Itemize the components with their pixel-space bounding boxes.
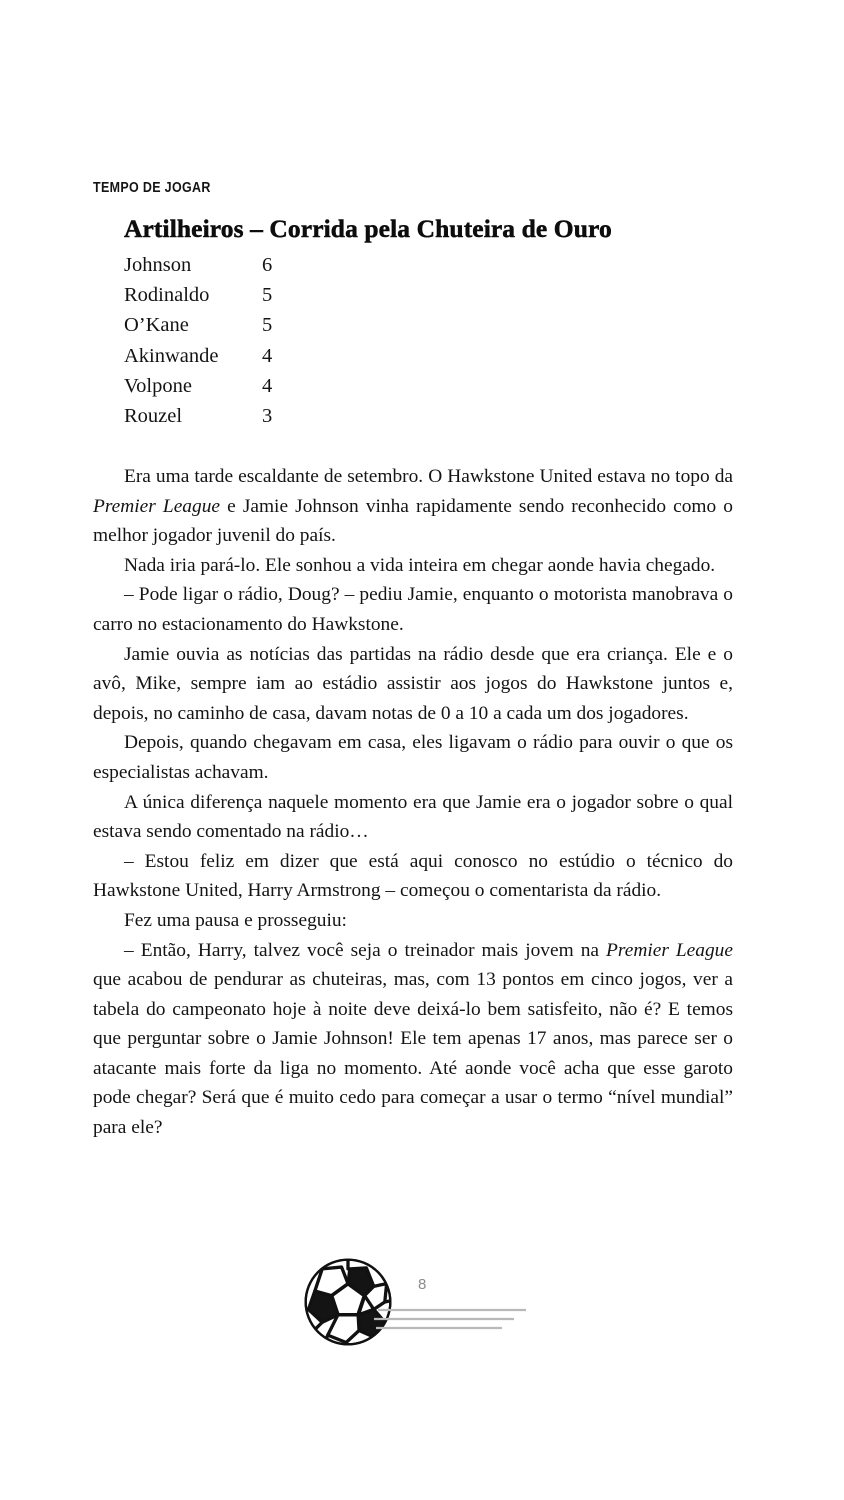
- scorer-goals: 3: [262, 405, 273, 428]
- scorer-goals: 5: [262, 284, 273, 307]
- scorer-name: Rodinaldo: [124, 284, 210, 307]
- scorer-name: Rouzel: [124, 405, 183, 428]
- paragraph-1-part-b: e Jamie Johnson vinha rapidamente sendo reconhecido como o melhor jogador juvenil do país.: [93, 495, 733, 547]
- page-number: 8: [418, 1276, 427, 1293]
- italic-premier-league: Premier League: [93, 495, 221, 517]
- scorer-goals: 5: [262, 314, 273, 337]
- paragraph-9-part-b: que acabou de pendurar as chuteiras, mas, com 13 pontos em cinco jogos, ver a tabela do campeonato hoje à noite deve deixá-lo bem satisfeito, não é? E temos que perguntar sobre o Jamie Johnson! Ele tem apenas 17 anos, mas parece ser o atacante mais forte da liga no momento. Até aonde você acha que esse garoto pode chegar? Será que é muito cedo para começar a usar o termo “nível mundial” para ele?: [93, 969, 733, 1139]
- scorer-name: Johnson: [124, 254, 192, 277]
- table-row: [124, 310, 302, 340]
- paragraph-8: Fez uma pausa e prosseguiu:: [124, 909, 347, 931]
- scorer-goals: 6: [262, 254, 273, 277]
- scorer-goals: 4: [262, 374, 273, 397]
- speed-lines-icon: [374, 1304, 544, 1344]
- paragraph-2: Nada iria pará-lo. Ele sonhou a vida inteira em chegar aonde havia chegado.: [124, 554, 716, 576]
- paragraph-1: [93, 462, 733, 551]
- paragraph-1-part-a: Era uma tarde escaldante de setembro. O Hawkstone United estava no topo da: [124, 466, 733, 487]
- italic-premier-league: Premier League: [606, 939, 733, 961]
- footer-ornament: [302, 1252, 542, 1362]
- scorer-goals: 4: [262, 344, 273, 367]
- body-text: [93, 462, 733, 1143]
- table-row: [124, 280, 302, 310]
- table-row: [124, 371, 302, 401]
- scorer-name: O’Kane: [124, 314, 189, 337]
- paragraph-6: A única diferença naquele momento era que Jamie era o jogador sobre o qual estava sendo comentado na rádio…: [93, 791, 733, 843]
- paragraph-9-part-a: – Então, Harry, talvez você seja o treinador mais jovem na: [124, 939, 607, 961]
- scorers-table: [124, 250, 302, 431]
- paragraph-4: Jamie ouvia as notícias das partidas na rádio desde que era criança. Ele e o avô, Mike, sempre iam ao estádio assistir aos jogos do Hawkstone juntos e, depois, no caminho de casa, davam notas de 0 a 10 a cada um dos jogadores.: [93, 643, 733, 724]
- paragraph-9-dialogue: [93, 936, 733, 1143]
- table-row: [124, 401, 302, 431]
- scorer-name: Akinwande: [124, 344, 219, 367]
- scorers-title: Artilheiros – Corrida pela Chuteira de Ouro: [124, 214, 612, 243]
- running-head: TEMPO DE JOGAR: [93, 180, 211, 196]
- top-scorers-block: [124, 214, 736, 431]
- paragraph-5: Depois, quando chegavam em casa, eles ligavam o rádio para ouvir o que os especialistas achavam.: [93, 732, 733, 783]
- table-row: [124, 341, 302, 371]
- scorer-name: Volpone: [124, 374, 192, 397]
- paragraph-3-dialogue: – Pode ligar o rádio, Doug? – pediu Jamie, enquanto o motorista manobrava o carro no estacionamento do Hawkstone.: [93, 584, 733, 635]
- table-row: [124, 250, 302, 280]
- paragraph-7-dialogue: – Estou feliz em dizer que está aqui conosco no estúdio o técnico do Hawkstone United, Harry Armstrong – começou o comentarista da rádio.: [93, 850, 733, 902]
- page-footer: [0, 1252, 844, 1372]
